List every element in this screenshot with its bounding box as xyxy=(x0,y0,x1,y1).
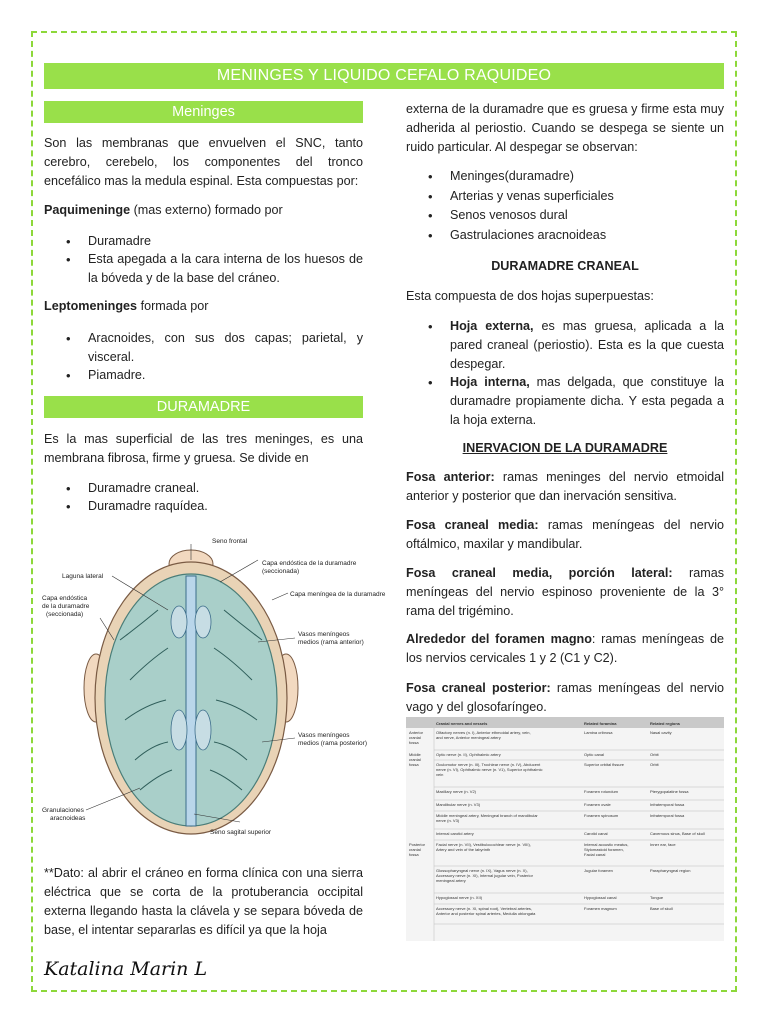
table-region-cell: cranial xyxy=(409,735,421,740)
table-region-cell: fossa xyxy=(409,762,419,767)
fosa-anterior-paragraph xyxy=(406,468,724,506)
table-region-cell: Posterior xyxy=(409,842,426,847)
table-nerves-cell: Accessory nerve (n. XI, spinal root), Vertebral arteries, xyxy=(436,906,533,911)
table-nerves-cell: Anterior and posterior spinal arteries, Medulla oblongata xyxy=(436,911,536,916)
table-regions-cell: Cavernous sinus, Base of skull xyxy=(650,831,705,836)
leptomeninges-desc: formada por xyxy=(137,299,209,313)
table-foramina-cell: Stylomastoid foramen, xyxy=(584,847,624,852)
leptomeninges-line xyxy=(44,297,363,316)
table-foramina-cell: Facial canal xyxy=(584,852,606,857)
hoja-externa-term: Hoja externa, xyxy=(450,319,534,333)
label-seccionada-left: (seccionada) xyxy=(46,611,84,618)
paquimeninge-term: Paquimeninge xyxy=(44,203,131,217)
table-regions-cell: Tongue xyxy=(650,895,664,900)
label-capa-meningea: Capa meníngea de la duramadre xyxy=(290,591,386,598)
meninges-header: Meninges xyxy=(44,101,363,123)
foramen-magno-paragraph xyxy=(406,630,724,668)
table-foramina-cell: Foramen spinosum xyxy=(584,813,619,818)
fosa-posterior-term: Fosa craneal posterior: xyxy=(406,681,551,695)
skull-dura-illustration xyxy=(40,530,386,840)
fosa-posterior-paragraph xyxy=(406,679,724,717)
table-region-cell: cranial xyxy=(409,847,421,852)
table-nerves-cell: Optic nerve (n. II), Ophthalmic artery xyxy=(436,752,501,757)
table-foramina-cell: Foramen magnum xyxy=(584,906,617,911)
table-nerves-cell: Maxillary nerve (n. V2) xyxy=(436,789,477,794)
table-nerves-cell: Artery and vein of the labyrinth xyxy=(436,847,491,852)
foramen-magno-term: Alrededor del foramen magno xyxy=(406,632,592,646)
table-regions-cell: Nasal cavity xyxy=(650,730,672,735)
table-regions-cell: Pterygopalatine fossa xyxy=(650,789,689,794)
table-nerves-cell: and nerve, Anterior meningeal artery xyxy=(436,735,501,740)
table-region-cell: Anterior xyxy=(409,730,424,735)
table-header-cell: Cranial nerves and vessels xyxy=(436,721,488,726)
paquimeninge-line xyxy=(44,201,363,220)
label-vasos-anterior: Vasos meníngeos xyxy=(298,631,350,638)
label-vasos-anterior-2: medios (rama anterior) xyxy=(298,639,364,646)
table-region-cell: cranial xyxy=(409,757,421,762)
fosa-lateral-paragraph xyxy=(406,564,724,621)
table-nerves-cell: Mandibular nerve (n. V3) xyxy=(436,802,481,807)
table-header-cell: Related foramina xyxy=(584,721,617,726)
fosa-lateral-term: Fosa craneal media, porción lateral: xyxy=(406,566,673,580)
hoja-externa-desc: es mas gruesa, aplicada a la pared craneal (periostio). Esta es la que cuesta despegar. xyxy=(450,319,725,371)
table-foramina-cell: Carotid canal xyxy=(584,831,608,836)
table-regions-cell: Base of skull xyxy=(650,906,673,911)
table-nerves-cell: Hypoglossal nerve (n. XII) xyxy=(436,895,483,900)
dato-paragraph: **Dato: al abrir el cráneo en forma clínica con una sierra eléctrica que se corta de la protuberancia occipital externa llegando hasta la clávela y se separa bóveda de base, el intentar separarlas es difícil ya que la hoja xyxy=(44,866,363,937)
table-regions-cell: Orbit xyxy=(650,752,659,757)
fosa-lateral-desc: ramas meníngeas del nervio espinoso proveniente de la 3° rama del trigémino. xyxy=(406,566,724,618)
list-item: • Duramadre raquídea. xyxy=(44,497,363,516)
table-header-cell: Related regions xyxy=(650,721,681,726)
fosa-posterior-desc: ramas meníngeas del nervio vago y del glosofaríngeo. xyxy=(406,681,724,714)
list-item: • Duramadre craneal. xyxy=(44,479,363,498)
table-foramina-cell: Foramen ovale xyxy=(584,802,611,807)
hoja-interna-term: Hoja interna, xyxy=(450,375,530,389)
table-nerves-cell: Oculomotor nerve (n. III), Trochlear nerve (n. IV), Abducent xyxy=(436,762,541,767)
label-vasos-posterior: Vasos meníngeos xyxy=(298,732,350,739)
table-foramina-cell: Internal acoustic meatus, xyxy=(584,842,629,847)
table-regions-cell: Infratemporal fossa xyxy=(650,802,685,807)
table-nerves-cell: Glossopharyngeal nerve (n. IX), Vagus nerve (n. X), xyxy=(436,868,528,873)
hoja-interna-desc: mas delgada, que constituye la duramadre propiamente dicha. Y esta pegada a la hoja externa. xyxy=(450,375,725,427)
page-title: MENINGES Y LIQUIDO CEFALO RAQUIDEO xyxy=(44,63,724,89)
author-signature: Katalina Marin L xyxy=(44,958,208,980)
fosa-anterior-term: Fosa anterior: xyxy=(406,470,495,484)
label-laguna-lateral: Laguna lateral xyxy=(62,573,104,580)
label-de-la-duramadre: de la duramadre xyxy=(42,603,90,610)
table-nerves-cell: nerve (n. V3) xyxy=(436,818,460,823)
list-item: • Aracnoides, con sus dos capas; parietal, y visceral. xyxy=(44,329,363,367)
label-aracnoideas: aracnoideas xyxy=(50,815,86,822)
list-item: • Duramadre xyxy=(44,232,363,251)
fosa-media-paragraph xyxy=(406,516,724,554)
list-item: • Meninges(duramadre) xyxy=(406,167,724,186)
duramadre-paragraph: Es la mas superficial de las tres meninges, es una membrana fibrosa, firme y gruesa. Se divide en xyxy=(44,432,363,465)
table-regions-cell: Parapharyngeal region xyxy=(650,868,691,873)
list-item: • Piamadre. xyxy=(44,366,363,385)
table-nerves-cell: Olfactory nerves (n. I), Anterior ethmoidal artery, vein, xyxy=(436,730,531,735)
label-seno-frontal: Seno frontal xyxy=(212,538,248,545)
table-foramina-cell: Superior orbital fissure xyxy=(584,762,625,767)
craneal-intro: Esta compuesta de dos hojas superpuestas: xyxy=(406,289,654,303)
hoja-interna-item xyxy=(406,373,724,430)
table-nerves-cell: Accessory nerve (n. XI), Internal jugular vein, Posterior xyxy=(436,873,533,878)
leptomeninges-term: Leptomeninges xyxy=(44,299,138,313)
label-seno-sagital: Seno sagital superior xyxy=(210,829,272,836)
fosa-media-desc: ramas meníngeas del nervio oftálmico, maxilar y mandibular. xyxy=(406,518,724,551)
fosa-media-term: Fosa craneal media: xyxy=(406,518,539,532)
table-foramina-cell: Lamina cribrosa xyxy=(584,730,613,735)
table-nerves-cell: vein xyxy=(436,772,444,777)
label-granulaciones: Granulaciones xyxy=(42,807,84,814)
table-nerves-cell: Internal carotid artery xyxy=(436,831,474,836)
label-capa-endostica-left: Capa endóstica xyxy=(42,595,88,602)
list-item: • Esta apegada a la cara interna de los huesos de la bóveda y de la base del cráneo. xyxy=(44,250,363,288)
label-seccionada-top: (seccionada) xyxy=(262,568,300,575)
table-regions-cell: Inner ear, face xyxy=(650,842,676,847)
list-item: • Gastrulaciones aracnoideas xyxy=(406,226,724,245)
intro-paragraph: Son las membranas que envuelven el SNC, tanto cerebro, cerebelo, los componentes del tronco encefálico mas la medula espinal. Esta compuestas por: xyxy=(44,136,363,188)
inervacion-heading: INERVACION DE LA DURAMADRE xyxy=(462,441,668,455)
duramadre-craneal-heading: DURAMADRE CRANEAL xyxy=(491,259,639,273)
table-nerves-cell: nerve (n. VI), Ophthalmic nerve (n. V1), Superior ophthalmic xyxy=(436,767,543,772)
list-item: • Arterias y venas superficiales xyxy=(406,187,724,206)
paquimeninge-desc: (mas externo) formado por xyxy=(130,203,283,217)
table-region-cell: fossa xyxy=(409,740,419,745)
table-foramina-cell: Hypoglossal canal xyxy=(584,895,617,900)
hoja-externa-item xyxy=(406,317,724,374)
foramen-magno-desc: : ramas meníngeas de los nervios cervicales 1 y 2 (C1 y C2). xyxy=(406,632,724,665)
table-regions-cell: Infratemporal fossa xyxy=(650,813,685,818)
table-region-cell: fossa xyxy=(409,852,419,857)
table-foramina-cell: Jugular foramen xyxy=(584,868,613,873)
table-foramina-cell: Optic canal xyxy=(584,752,605,757)
label-vasos-posterior-2: medios (rama posterior) xyxy=(298,740,367,747)
table-region-cell: Middle xyxy=(409,752,421,757)
cranial-nerves-table xyxy=(406,717,724,941)
label-capa-endostica-top: Capa endóstica de la duramadre xyxy=(262,560,357,567)
continued-paragraph: externa de la duramadre que es gruesa y firme esta muy adherida al periostio. Cuando se despega se siente un ruido particular. Al despegar se observan: xyxy=(406,102,724,154)
fosa-anterior-desc: ramas meninges del nervio etmoidal anterior y posterior que dan inervación sensitiva. xyxy=(406,470,724,503)
table-foramina-cell: Foramen rotundum xyxy=(584,789,619,794)
list-item: • Senos venosos dural xyxy=(406,206,724,225)
table-regions-cell: Orbit xyxy=(650,762,659,767)
table-nerves-cell: meningeal artery xyxy=(436,878,466,883)
duramadre-header: DURAMADRE xyxy=(44,396,363,418)
table-nerves-cell: Facial nerve (n. VII), Vestibulocochlear nerve (n. VIII), xyxy=(436,842,531,847)
table-nerves-cell: Middle meningeal artery, Meningeal branch of mandibular xyxy=(436,813,538,818)
